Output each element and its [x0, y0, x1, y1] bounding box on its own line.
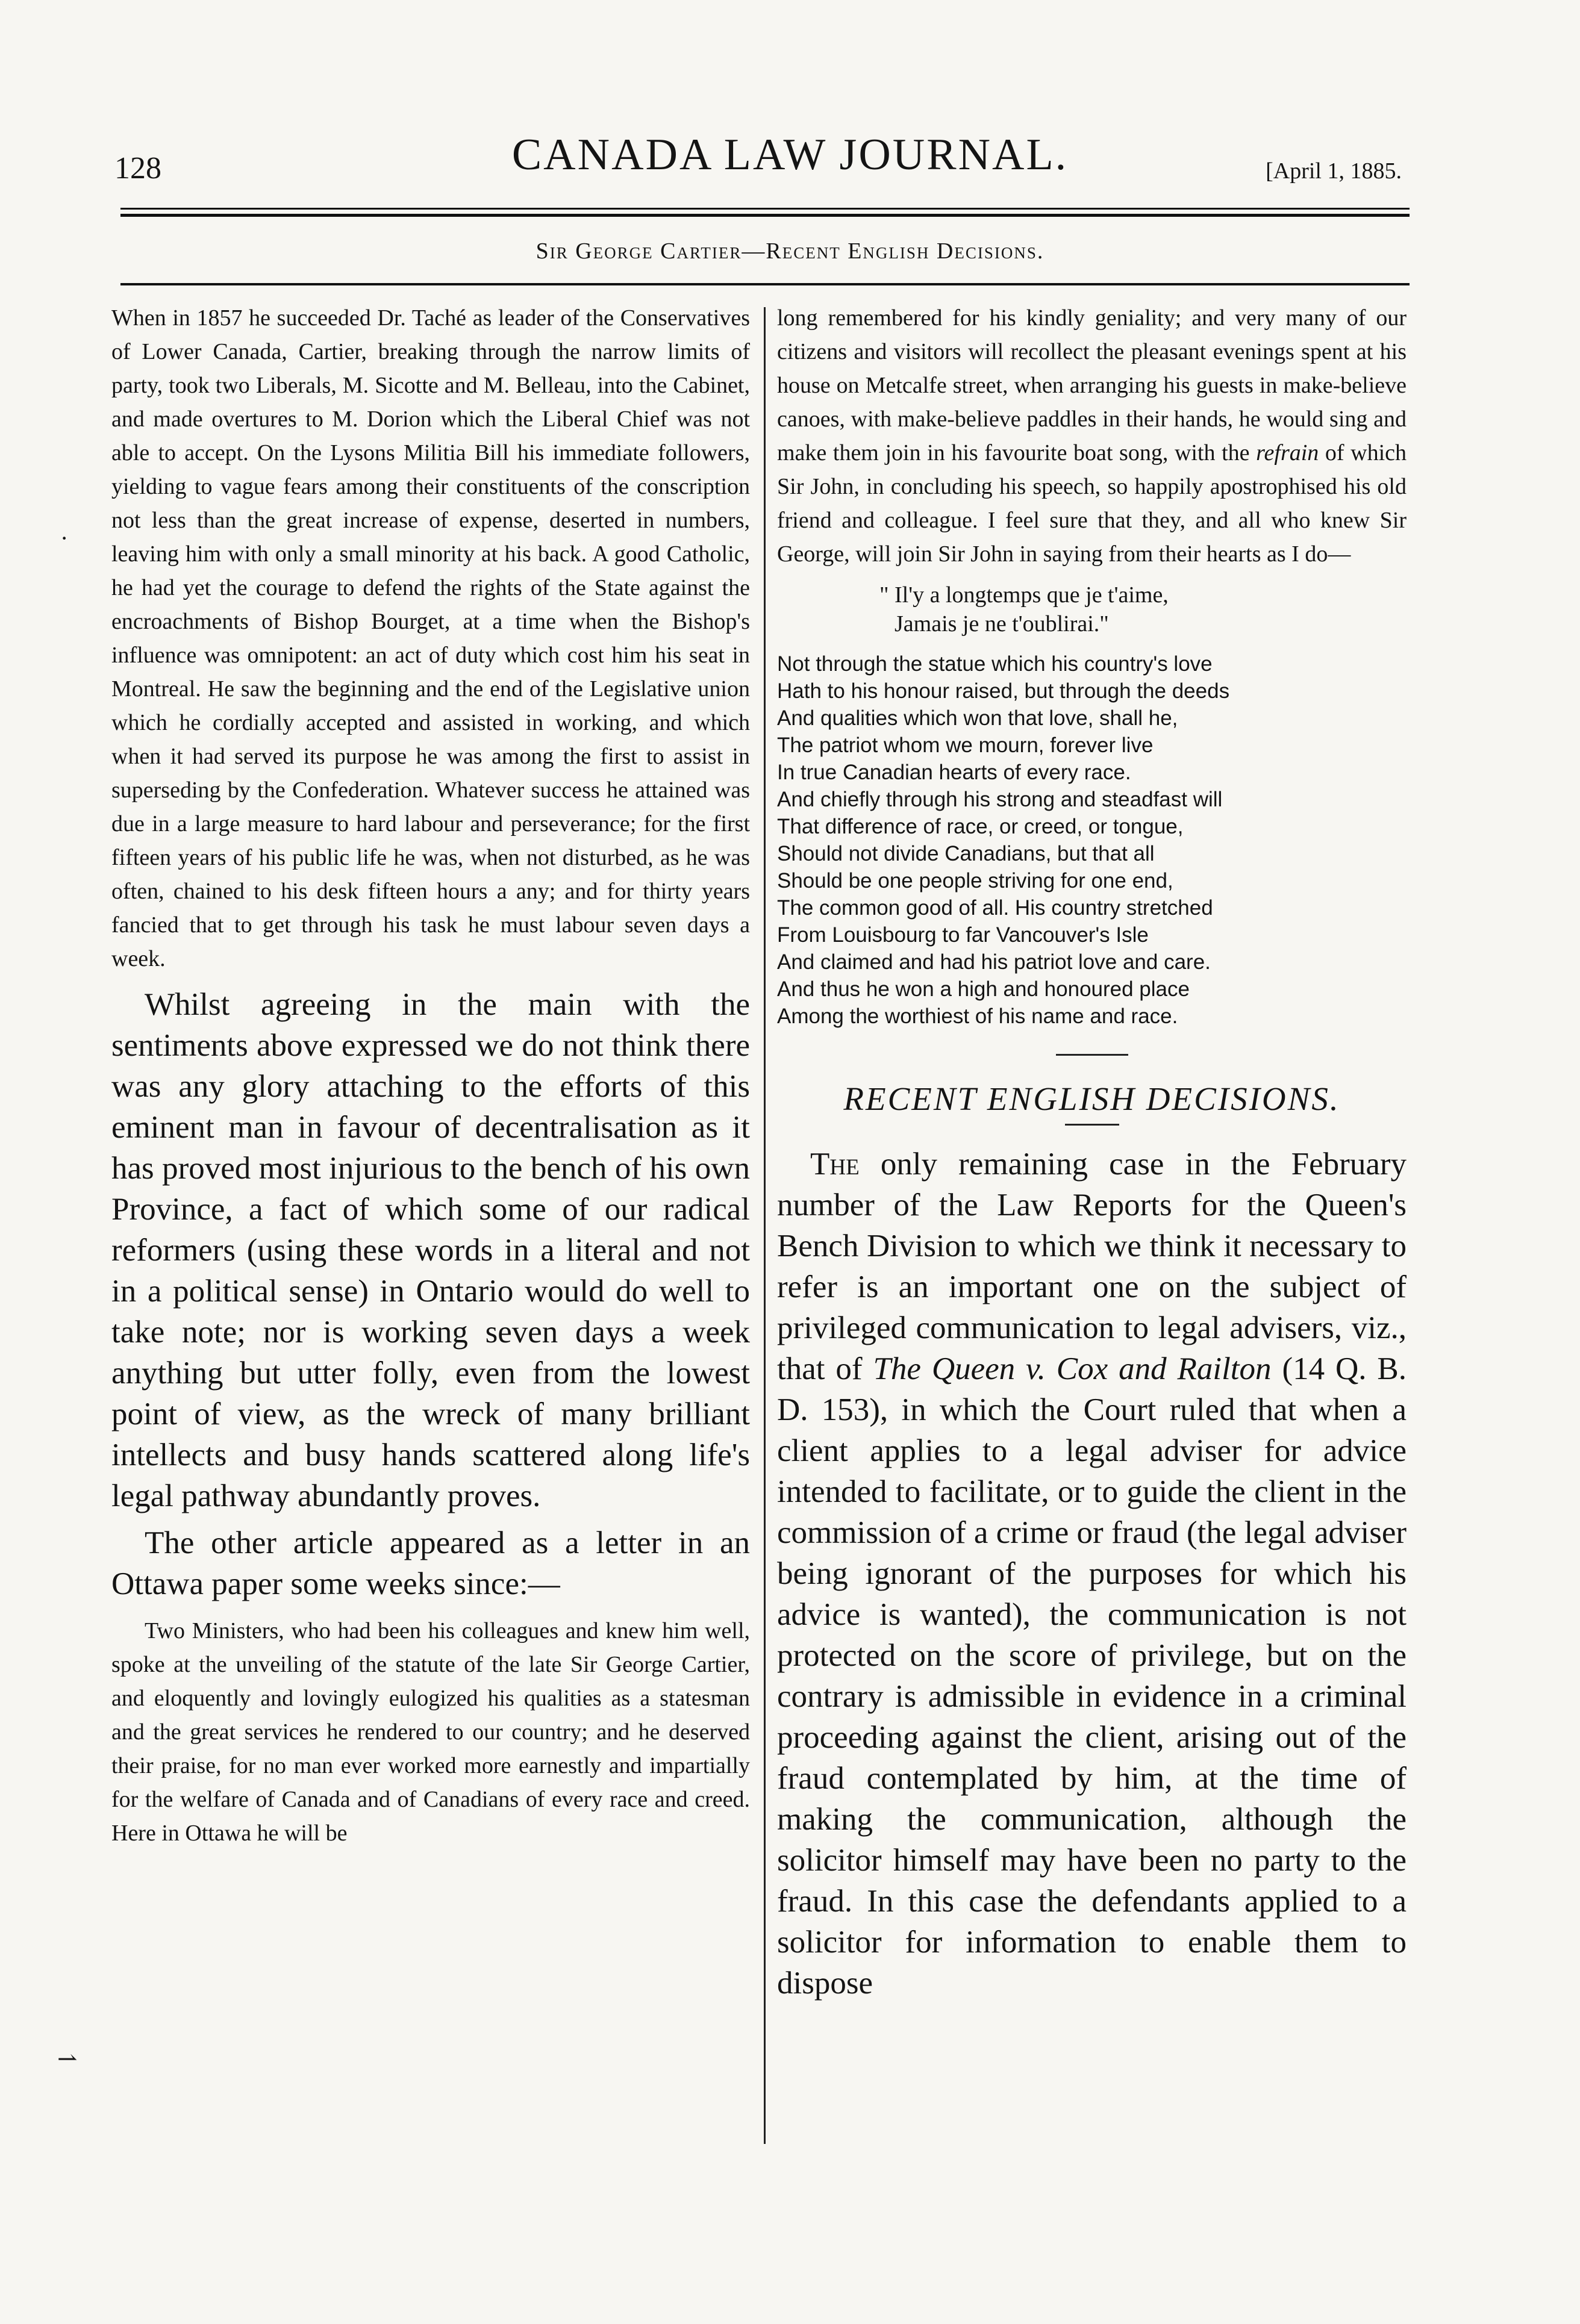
poem-line: The patriot whom we mourn, forever live — [777, 734, 1154, 757]
decision-text: (14 Q. B. D. 153), in which the Court ruled that when a client applies to a legal adviser for advice intended to facilitate, or to guide the client in the commission of a crime or fraud (the legal adviser being ignorant of the purposes for which his advice is wanted), the communication is not protected on the score of privilege, but on the contrary is admissible in evidence in a criminal proceeding against the client, arising out of the fraud contemplated by him, at the time of making the communication, although the solicitor himself may have been no party to the fraud. In this case the defendants applied to a solicitor for information to enable them to dispose — [777, 1351, 1407, 2001]
poem-line: In true Canadian hearts of every race. — [777, 761, 1131, 784]
poem-line: Should not divide Canadians, but that all — [777, 842, 1155, 865]
column-divider — [764, 307, 766, 2144]
poem-line: Not through the statue which his country's love — [777, 652, 1213, 676]
editorial-paragraph: The other article appeared as a letter in an Ottawa paper some weeks since:— — [111, 1525, 750, 1601]
header-rule-thick — [120, 214, 1410, 217]
letter-text: long remembered for his kindly geniality; and very many of our citizens and visitors will recollect the pleasant evenings spent at his house on Metcalfe street, when arranging his guests in make-believe canoes, with make-believe paddles in their hands, he would sing and make them join in his favourite boat song, with the — [777, 305, 1407, 466]
couplet-line: " Il'y a longtemps que je t'aime, — [879, 582, 1169, 608]
poem-line: And chiefly through his strong and steadfast will — [777, 788, 1223, 811]
right-column — [777, 301, 1407, 2004]
title-separator — [1065, 1124, 1119, 1126]
poem-line: That difference of race, or creed, or tongue, — [777, 815, 1184, 838]
running-head-rule — [120, 283, 1410, 285]
left-column — [111, 301, 750, 1850]
lead-word: The — [810, 1147, 860, 1182]
editorial-paragraph: Whilst agreeing in the main with the sentiments above expressed we do not think there was any glory attaching to the efforts of this eminent man in favour of decentralisation as it has proved most injurious to the bench of his own Province, a fact of which some of our radical reformers (using these words in a literal and not in a political sense) in Ontario would do well to take note; nor is working seven days a week anything but utter folly, even from the lowest point of view, as the wreck of many brilliant intellects and busy hands scattered along life's legal pathway abundantly proves. — [111, 987, 750, 1513]
header-rule-thin — [120, 208, 1410, 210]
poem-line: And claimed and had his patriot love and care. — [777, 950, 1211, 974]
poem-line: The common good of all. His country stretched — [777, 896, 1213, 920]
case-name: The Queen v. Cox and Railton — [873, 1351, 1272, 1386]
couplet-line: Jamais je ne t'oublirai." — [895, 611, 1109, 637]
quoted-letter-continuation — [777, 301, 1407, 571]
quoted-article-paragraph: When in 1857 he succeeded Dr. Taché as leader of the Conservatives of Lower Canada, Cartier, breaking through the narrow limits of party, took two Liberals, M. Sicotte and M. Belleau, into the Cabinet, and made overtures to M. Dorion which the Liberal Chief was not able to accept. On the Lysons Militia Bill his immediate followers, yielding to vague fears among their constituents of the conscription not less than the great increase of expense, deserted in numbers, leaving him with only a small minority at his back. A good Catholic, he had yet the courage to defend the rights of the State against the encroachments of Bishop Bourget, at a time when the Bishop's influence was omnipotent: an act of duty which cost him his seat in Montreal. He saw the beginning and the end of the Legislative union which he cordially accepted and assisted in working, and which when it had served its purpose he was among the first to assist in superseding by the Confederation. Whatever success he attained was due in a large measure to hard labour and perseverance; for the first fifteen years of his public life he was, when not disturbed, as he was often, chained to his desk fifteen hours a any; and for thirty years fancied that to get through his task he must labour seven days a week. — [111, 305, 750, 971]
refrain-word: refrain — [1256, 440, 1319, 466]
poem-line: And qualities which won that love, shall he, — [777, 706, 1178, 730]
poem-line: From Louisbourg to far Vancouver's Isle — [777, 923, 1149, 947]
journal-title: CANADA LAW JOURNAL. — [511, 130, 1069, 179]
page-number: 128 — [114, 151, 161, 185]
margin-arrow-mark: ⇀ — [57, 2045, 78, 2072]
letter-text: of which Sir John, in concluding his speech, so happily apostrophised his old friend and colleague. I feel sure that they, and all who knew Sir George, will join Sir John in saying from their hearts as I do— — [777, 440, 1407, 567]
left-column-gap — [111, 976, 750, 984]
section-title: RECENT ENGLISH DECISIONS. — [843, 1080, 1340, 1117]
decision-paragraph — [777, 1144, 1407, 2004]
issue-date: [April 1, 1885. — [1266, 158, 1402, 184]
poem-line: And thus he won a high and honoured place — [777, 977, 1190, 1001]
memorial-poem — [777, 650, 1407, 1030]
poem-line: Hath to his honour raised, but through the deeds — [777, 679, 1230, 703]
quoted-letter-paragraph: Two Ministers, who had been his colleagues and knew him well, spoke at the unveiling of the statute of the late Sir George Cartier, and eloquently and lovingly eulogized his qualities as a statesman and the great services he rendered to our country; and he deserved their praise, for no man ever worked more earnestly and impartially for the welfare of Canada and of Canadians of every race and creed. Here in Ottawa he will be — [111, 1618, 750, 1846]
french-couplet — [777, 581, 1407, 638]
poem-line: Should be one people striving for one end, — [777, 869, 1173, 893]
decision-text: only remaining case in the February number of the Law Reports for the Queen's Bench Division to which we think it necessary to refer is an important one on the subject of privileged communication to legal advisers, viz., that of — [777, 1147, 1407, 1386]
poem-line: Among the worthiest of his name and race. — [777, 1005, 1178, 1028]
running-head: Sir George Cartier—Recent English Decisions. — [536, 238, 1044, 264]
section-separator — [1056, 1054, 1128, 1056]
margin-dot-mark: · — [60, 525, 69, 552]
